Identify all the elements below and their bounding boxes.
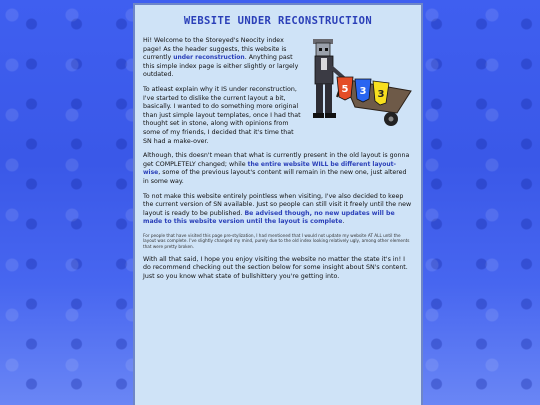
intro-text-c: . Anything past this simple index page is either slightly or largely outdated.: [143, 54, 299, 79]
worker-leg-right: [325, 84, 332, 114]
worker-shoe-left: [313, 113, 324, 118]
css3-badge-number: 3: [359, 86, 367, 97]
worker-eye-left: [319, 48, 322, 51]
intro-text-a: Hi! Welcome to the Storeyed's Neocity index page! As the header suggests, this website is currently: [143, 37, 287, 62]
page-title: WEBSITE UNDER RECONSTRUCTION: [183, 15, 373, 27]
under-reconstruction-highlight: under reconstruction: [173, 54, 245, 62]
html5-badge-number: 5: [341, 84, 349, 95]
no-updates-highlight: Be advised though, no new updates will be made to this website version until the layout is complete: [143, 209, 395, 226]
availability-text-c: .: [342, 218, 345, 226]
layout-change-text-a: Although, this doesn't mean that what is currently present in the old layout is gonna get COMPLETELY changed; while: [143, 152, 410, 168]
layout-change-text-c: , some of the previous layout's content will remain in the new one, just altered in some way.: [143, 169, 407, 185]
worker-shirt: [321, 58, 327, 70]
worker-shoe-right: [325, 113, 336, 118]
reason-paragraph: To atleast explain why it IS under reconstruction, I've started to dislike the current layout a bit, basically. I wanted to do something more original than just simple layout templates, once I had that thought set in stone, along with opinions from some of my friends, I decided that it's time that SN had a make-over.: [143, 85, 301, 145]
worker-eye-right: [325, 48, 328, 51]
construction-worker-wheelbarrow-icon: [307, 37, 417, 129]
layout-change-paragraph: [143, 152, 413, 186]
availability-text-a: To not make this website entirely pointless when visiting, I've also decided to keep the current version of SN available. Just so people can still visit it freely until the new layout is ready to be published.: [143, 192, 412, 217]
layout-different-highlight: the entire website WILL be different layout-wise: [143, 160, 396, 177]
footnote-paragraph: For people that have visited this page pre-stylization, I had mentioned that I would not update my website AT ALL until the layout was complete. I've slightly changed my mind, purely due to the old index looking relatively ugly, among other elements that were pretty broken.: [143, 232, 410, 250]
js-badge-number: 3: [377, 89, 385, 100]
worker-leg-left: [316, 84, 323, 114]
availability-paragraph: [143, 193, 413, 227]
content-panel: [133, 3, 423, 405]
wheelbarrow-hub: [389, 117, 394, 122]
closing-paragraph: With all that said, I hope you enjoy visiting the website no matter the state it's in! I do recommend checking out the section below for some insight about SN's content. Just so you know what state of bullshittery you're getting into.: [143, 255, 408, 280]
